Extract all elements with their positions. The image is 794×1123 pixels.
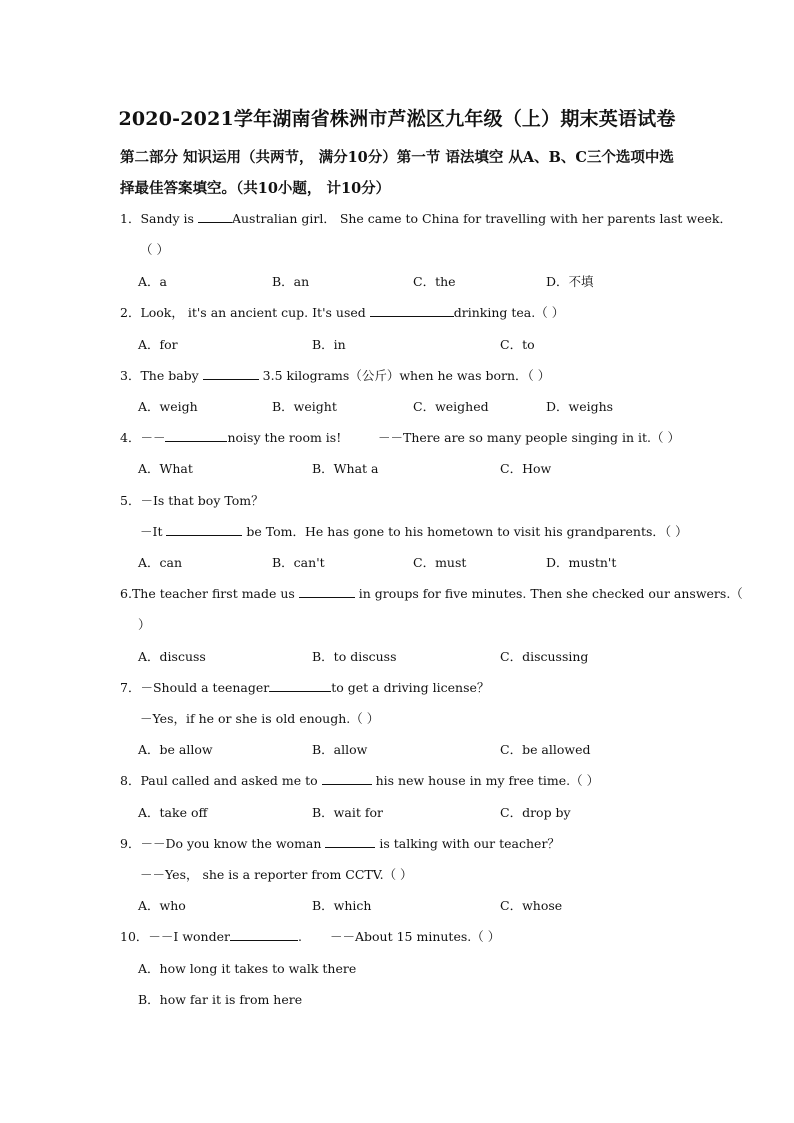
option-b[interactable]: B．wait for — [312, 805, 383, 820]
option-b[interactable]: B．which — [312, 898, 372, 913]
option-c[interactable]: C．be allowed — [500, 742, 591, 757]
section-instruction-line2: 择最佳答案填空。（共10小题， 计10分） — [120, 180, 391, 197]
option-a[interactable]: A．a — [138, 274, 167, 289]
option-c[interactable]: C．whose — [500, 898, 563, 913]
option-c[interactable]: C．discussing — [500, 649, 589, 664]
option-c[interactable]: C．to — [500, 337, 535, 352]
option-b[interactable]: B．to discuss — [312, 649, 397, 664]
option-c[interactable]: C．How — [500, 461, 552, 476]
option-a[interactable]: A．can — [138, 555, 183, 570]
option-a[interactable]: A．be allow — [138, 742, 213, 757]
option-c[interactable]: C．drop by — [500, 805, 571, 820]
question-8: 8．Paul called and asked me to his new house in my free time.（ ） — [120, 773, 600, 788]
question-9-line2: －－Yes， she is a reporter from CCTV.（ ） — [140, 867, 413, 882]
question-1-paren: （ ） — [140, 242, 169, 257]
question-10-reply: －－About 15 minutes.（ ） — [330, 929, 501, 944]
answer-blank[interactable] — [230, 928, 298, 941]
question-6: 6.The teacher first made us in groups for five minutes. Then she checked our answers.（ — [120, 586, 743, 601]
question-7: 7．－Should a teenager to get a driving license？ — [120, 680, 490, 695]
option-b[interactable]: B．can't — [272, 555, 325, 570]
option-a[interactable]: A．take off — [138, 805, 208, 820]
question-7-line2: －Yes，if he or she is old enough.（ ） — [140, 711, 380, 726]
question-1: 1．Sandy is Australian girl． She came to China for travelling with her parents last week． — [120, 211, 732, 226]
option-c[interactable]: C．must — [413, 555, 467, 570]
option-b[interactable]: B．an — [272, 274, 310, 289]
question-10: 10．－－I wonder . — [120, 929, 302, 944]
option-a[interactable]: A．weigh — [138, 399, 198, 414]
question-9: 9．－－Do you know the woman is talking with our teacher？ — [120, 836, 560, 851]
answer-blank[interactable] — [203, 367, 259, 380]
option-b[interactable]: B．allow — [312, 742, 368, 757]
option-c[interactable]: C．the — [413, 274, 456, 289]
option-a[interactable]: A．for — [138, 337, 178, 352]
question-3: 3．The baby 3.5 kilograms（公斤）when he was born．（ ） — [120, 368, 551, 383]
page-title: 2020-2021学年湖南省株洲市芦淞区九年级（上）期末英语试卷 — [118, 108, 676, 130]
answer-blank[interactable] — [198, 210, 232, 223]
answer-blank[interactable] — [370, 304, 454, 317]
option-a[interactable]: A．What — [138, 461, 193, 476]
answer-blank[interactable] — [269, 679, 331, 692]
answer-blank[interactable] — [322, 772, 372, 785]
answer-blank[interactable] — [299, 585, 355, 598]
question-2: 2．Look， it's an ancient cup. It's used drinking tea.（ ） — [120, 305, 565, 320]
answer-blank[interactable] — [325, 835, 375, 848]
option-a[interactable]: A．who — [138, 898, 186, 913]
question-5-line2: －It be Tom．He has gone to his hometown to visit his grandparents．（ ） — [140, 524, 688, 539]
option-d[interactable]: D．weighs — [546, 399, 614, 414]
answer-blank[interactable] — [166, 523, 242, 536]
answer-blank[interactable] — [165, 429, 227, 442]
option-d[interactable]: D．mustn't — [546, 555, 617, 570]
section-instruction-line1: 第二部分 知识运用（共两节， 满分10分）第一节 语法填空 从A、B、C三个选项中选 — [120, 149, 674, 166]
option-c[interactable]: C．weighed — [413, 399, 489, 414]
option-b[interactable]: B．in — [312, 337, 346, 352]
question-5: 5．－Is that boy Tom？ — [120, 493, 264, 508]
option-a[interactable]: A．how long it takes to walk there — [138, 961, 357, 976]
option-d[interactable]: D．不填 — [546, 274, 594, 289]
option-a[interactable]: A．discuss — [138, 649, 206, 664]
option-b[interactable]: B．how far it is from here — [138, 992, 303, 1007]
question-6-paren: ） — [138, 617, 151, 632]
option-b[interactable]: B．weight — [272, 399, 337, 414]
question-4: 4．－－ noisy the room is! — [120, 430, 342, 445]
option-b[interactable]: B．What a — [312, 461, 379, 476]
question-4-reply: －－There are so many people singing in it.（ ） — [378, 430, 681, 445]
